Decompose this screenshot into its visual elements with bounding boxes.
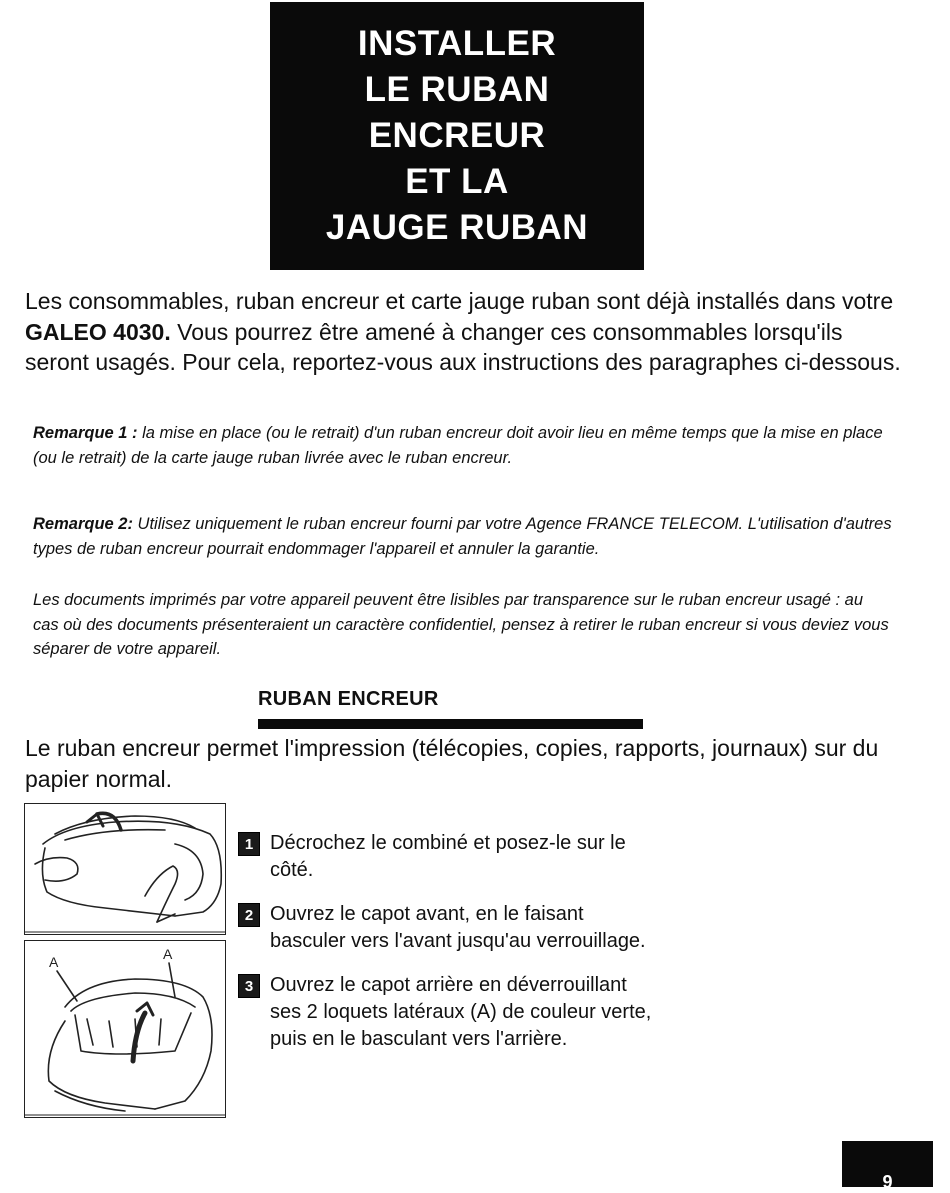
title-line-3: ENCREUR bbox=[368, 116, 546, 155]
note-1-text: la mise en place (ou le retrait) d'un ruban encreur doit avoir lieu en même temps que la mise en place (ou le retrait) de la carte jauge ruban livrée avec le ruban encreur. bbox=[33, 424, 883, 467]
step-2-text: Ouvrez le capot avant, en le faisant basculer vers l'avant jusqu'au verrouillage. bbox=[270, 903, 646, 952]
note-2-label: Remarque 2: bbox=[33, 515, 133, 533]
title-line-1: INSTALLER bbox=[357, 24, 557, 63]
section-intro: Le ruban encreur permet l'impression (télécopies, copies, rapports, journaux) sur du papier normal. bbox=[25, 735, 879, 792]
page-number-tab bbox=[842, 1141, 933, 1192]
step-3 bbox=[238, 972, 658, 1053]
step-1-text: Décrochez le combiné et posez-le sur le côté. bbox=[270, 832, 626, 881]
installation-steps bbox=[238, 830, 658, 1070]
note-2 bbox=[33, 512, 893, 561]
intro-text-end: Vous pourrez être amené à changer ces consommables lorsqu'ils seront usagés. Pour cela, reportez-vous aux instructions des paragraphes ci-dessous. bbox=[25, 318, 901, 375]
latch-label-right: A bbox=[163, 946, 173, 962]
latch-label-left: A bbox=[49, 954, 59, 970]
note-2-text: Utilisez uniquement le ruban encreur fourni par votre Agence FRANCE TELECOM. L'utilisation d'autres types de ruban encreur pourrait endommager l'appareil et annuler la garantie. bbox=[33, 515, 892, 558]
section-title: RUBAN ENCREUR bbox=[258, 688, 439, 710]
title-line-4: ET LA bbox=[405, 162, 509, 201]
figure-open-covers bbox=[24, 940, 226, 1118]
note-1-label: Remarque 1 : bbox=[33, 424, 138, 442]
title-line-5: JAUGE RUBAN bbox=[325, 208, 589, 247]
chapter-title-box bbox=[270, 2, 644, 270]
step-2-number: 2 bbox=[238, 903, 260, 927]
page-number: 9 bbox=[882, 1172, 893, 1192]
figure-lift-handset bbox=[24, 803, 226, 935]
step-1 bbox=[238, 830, 658, 884]
fax-handset-illustration bbox=[25, 804, 225, 934]
fax-open-cover-illustration bbox=[25, 941, 225, 1117]
product-name: GALEO 4030. bbox=[25, 318, 171, 345]
step-3-text: Ouvrez le capot arrière en déverrouillant ses 2 loquets latéraux (A) de couleur verte, puis en le basculant vers l'arrière. bbox=[270, 974, 652, 1050]
step-3-number: 3 bbox=[238, 974, 260, 998]
intro-text-start: Les consommables, ruban encreur et carte jauge ruban sont déjà installés dans votre bbox=[25, 288, 894, 314]
step-2 bbox=[238, 901, 658, 955]
title-line-2: LE RUBAN bbox=[364, 70, 550, 109]
note-1 bbox=[33, 421, 893, 470]
note-2-continuation: Les documents imprimés par votre appareil peuvent être lisibles par transparence sur le ruban encreur usagé : au cas où des documents présenteraient un caractère confidentiel, pensez à retirer le ruban encreur si vous deviez vous séparer de votre appareil. bbox=[33, 591, 889, 658]
section-rule bbox=[258, 719, 643, 729]
step-1-number: 1 bbox=[238, 832, 260, 856]
intro-paragraph bbox=[25, 286, 905, 378]
